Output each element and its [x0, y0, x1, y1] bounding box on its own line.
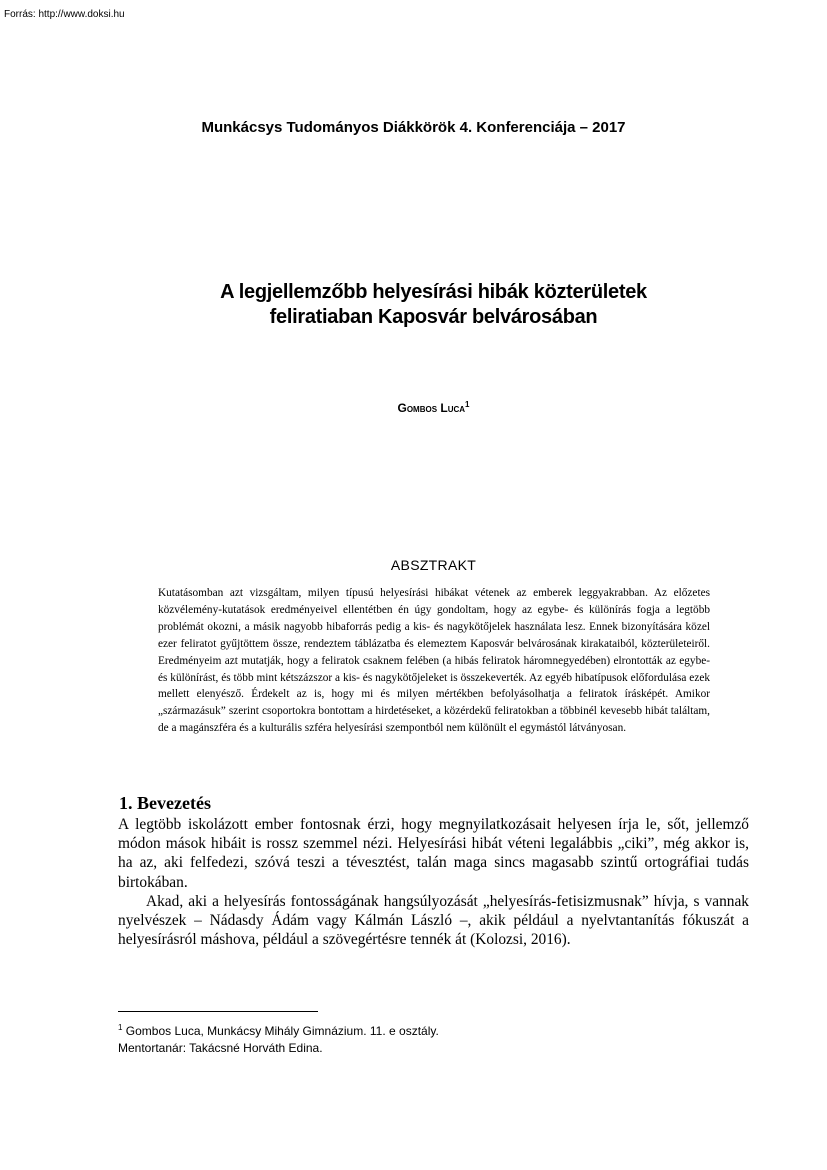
footnote-text-1: Gombos Luca, Munkácsy Mihály Gimnázium. 11. e osztály. [125, 1024, 439, 1038]
paper-title [0, 280, 827, 330]
source-label: Forrás: http://www.doksi.hu [4, 9, 125, 20]
footnote [118, 1019, 439, 1057]
footnote-line-1 [118, 1019, 439, 1040]
section-body [118, 815, 749, 949]
title-line-1: A legjellemzőbb helyesírási hibák közterületek [220, 281, 647, 303]
abstract-heading: ABSZTRAKT [390, 557, 477, 573]
title-line-2: feliratiaban Kaposvár belvárosában [269, 306, 598, 328]
author-name [0, 400, 827, 415]
footnote-line-2: Mentortanár: Takácsné Horváth Edina. [118, 1041, 323, 1055]
footnote-divider [118, 1011, 318, 1012]
conference-header: Munkácsys Tudományos Diákkörök 4. Konferenciája – 2017 [201, 119, 626, 136]
section-heading: 1. Bevezetés [119, 793, 211, 813]
paragraph-2: Akad, aki a helyesírás fontosságának hangsúlyozását „helyesírás-fetisizmusnak” hívja, s vannak nyelvészek – Nádasdy Ádám vagy Kálmán László –, akik például a nyelvtantanítás fókuszát a helyesírásról máshova, például a szövegértésre tennék át (Kolozsi, 2016). [118, 892, 749, 949]
author-footnote-mark: 1 [465, 400, 470, 409]
abstract-body: Kutatásomban azt vizsgáltam, milyen típusú helyesírási hibákat vétenek az emberek leggyakrabban. Az előzetes közvélemény-kutatások eredményeivel ellentétben én úgy gondoltam, hogy az egybe- és különírás fogja a legtöbb problémát okozni, a másik nagyobb hibaforrás pedig a kis- és nagykötőjelek használata lesz. Ennek bizonyítására közel ezer feliratot gyűjtöttem össze, rendeztem táblázatba és elemeztem Kaposvár belvárosának kirakataiból, közterületeiről. Eredményeim azt mutatják, hogy a feliratok csaknem felében (a hibás feliratok háromnegyedében) elrontották az egybe- és különírást, és több mint kétszázszor a kis- és nagykötőjeleket is összekeverték. Az egyéb hibatípusok előfordulása ezek mellett elenyésző. Érdekelt az is, hogy mi és milyen mértékben befolyásolhatja a feliratok írásképét. Amikor „származásuk” szerint csoportokra bontottam a hirdetéseket, a közérdekű feliratokban a többinél kevesebb hibát találtam, de a magánszféra és a kulturális szféra helyesírási szempontból nem különült el egymástól látványosan. [158, 587, 710, 735]
paragraph-1: A legtöbb iskolázott ember fontosnak érzi, hogy megnyilatkozásait helyesen írja le, sőt, jellemző módon mások hibáit is rossz szemmel nézi. Helyesírási hibát véteni legalábbis „ciki”, még akkor is, ha az, aki felfedezi, szóvá teszi a tévesztést, talán maga sincs magasabb szintű ortográfiai tudás birtokában. [118, 816, 749, 891]
author-name-text: Gombos Luca [397, 401, 466, 415]
footnote-mark: 1 [118, 1023, 123, 1032]
